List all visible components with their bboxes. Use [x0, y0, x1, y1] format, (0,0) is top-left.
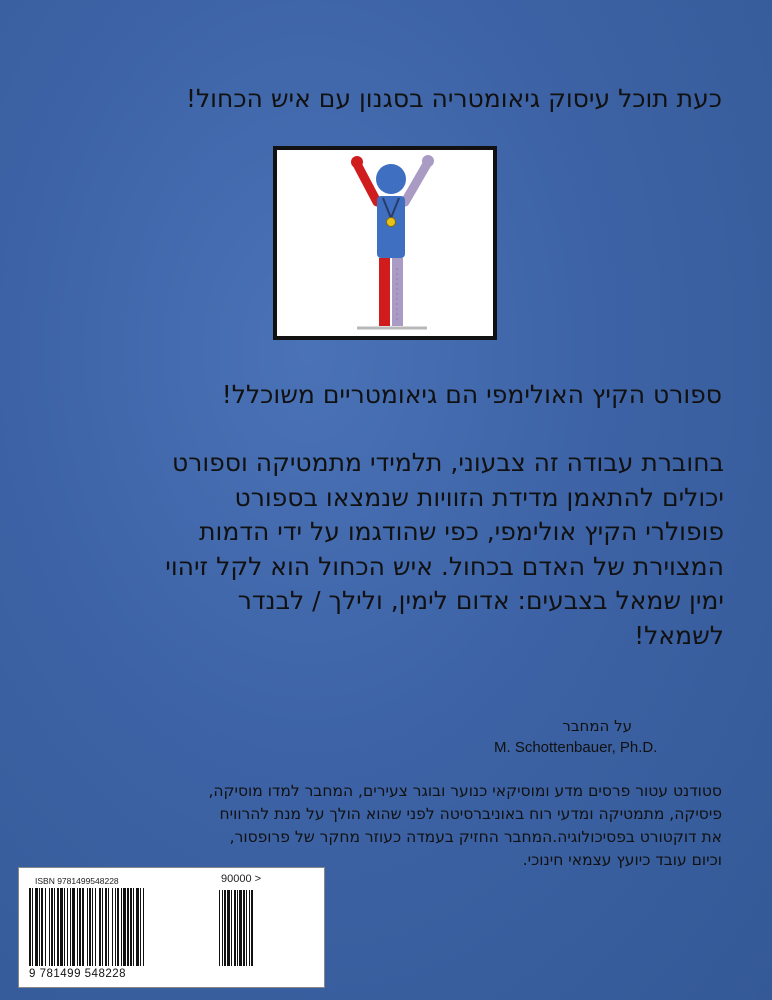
- blue-man-figure-frame: [273, 146, 497, 340]
- bio-line: וכיום עובד כיועץ עצמאי חינוכי.: [522, 851, 722, 869]
- author-label: על המחבר: [562, 717, 632, 735]
- red-leg: [379, 258, 390, 326]
- subheadline: ספורט הקיץ האולימפי הם גיאומטריים משוכלל!: [221, 380, 722, 409]
- figure-head: [376, 164, 406, 194]
- bio-line: סטודנט עטור פרסים מדע ומוסיקאי כנוער ובוגר צעירים, המחבר למדו מוסיקה,: [208, 782, 722, 800]
- paragraph-line: פופולרי הקיץ אולימפי, כפי שהודגמו על ידי הדמות: [199, 517, 724, 546]
- bio-line: פיסיקה, מתמטיקה ומדעי רוח באוניברסיטה לפני שהוא הולך על מנת להרוויח: [219, 805, 722, 823]
- author-name: M. Schottenbauer, Ph.D.: [494, 739, 658, 756]
- bio-line: את דוקטורט בפסיכולוגיה.המחבר החזיק בעמדה כעוזר מחקר של פרופסור,: [229, 828, 722, 846]
- isbn-barcode: [18, 867, 325, 988]
- paragraph-line: המצוירת של האדם בכחול. איש הכחול הוא לקל זיהוי: [165, 551, 724, 581]
- blue-man-figure-illustration: [277, 150, 493, 336]
- paragraph-line: לשמאל!: [634, 620, 724, 650]
- red-arm: [357, 164, 377, 202]
- isbn-digits: 9 781499 548228: [29, 968, 127, 980]
- description-paragraph: [44, 446, 724, 653]
- headline: כעת תוכל עיסוק גיאומטריה בסגנון עם איש הכחול!: [185, 84, 722, 113]
- paragraph-line: ימין שמאל בצבעים: אדום לימין, ולילך / לבנדר: [237, 586, 724, 615]
- red-hand: [351, 156, 363, 168]
- lavender-arm: [405, 164, 427, 202]
- medal-icon: [387, 218, 396, 227]
- lavender-hand: [422, 155, 434, 167]
- paragraph-line: בחוברת עבודה זה צבעוני, תלמידי מתמטיקה וספורט: [172, 448, 724, 477]
- price-code: 90000 >: [221, 873, 262, 885]
- paragraph-line: יכולים להתאמן מדידת הזוויות שנמצאו בספורט: [234, 482, 724, 512]
- isbn-label: ISBN 9781499548228: [35, 876, 119, 886]
- author-bio: [22, 780, 722, 872]
